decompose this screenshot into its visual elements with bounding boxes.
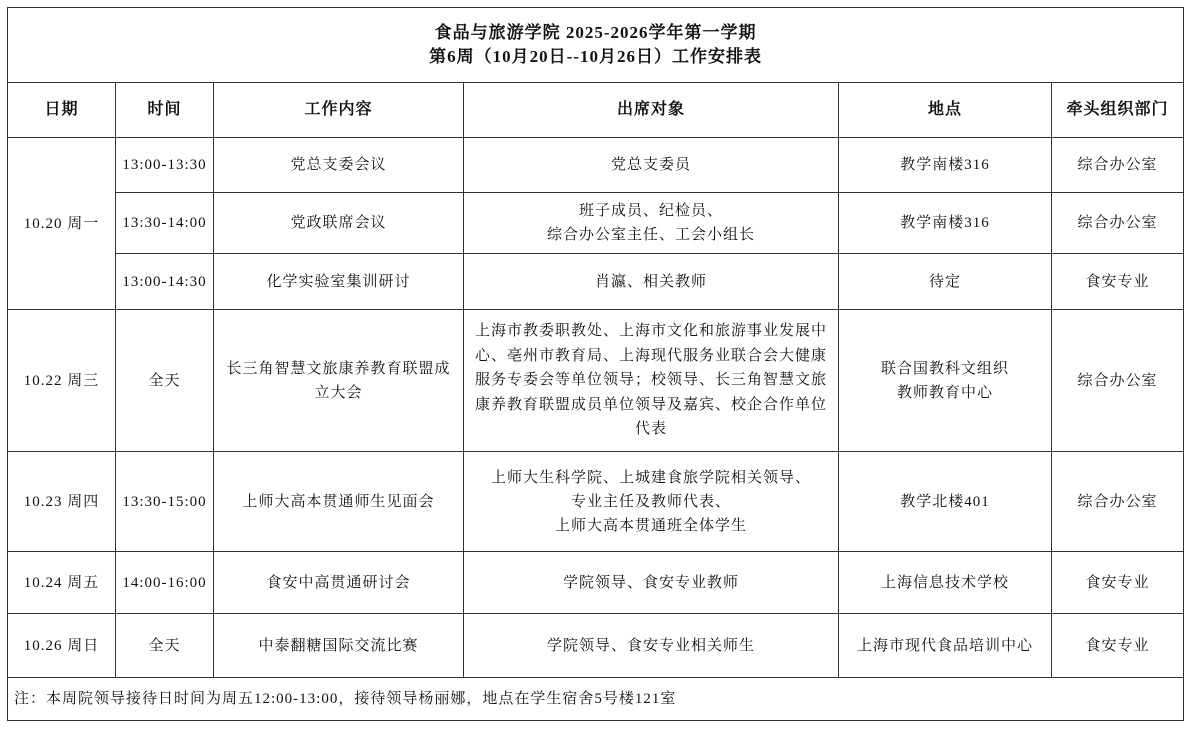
location-cell bbox=[839, 138, 1052, 193]
date-cell: 10.26 周日 bbox=[8, 614, 116, 678]
attendees-cell-line: 班子成员、纪检员、 bbox=[578, 203, 723, 219]
time-cell: 13:30-15:00 bbox=[116, 452, 214, 552]
time-cell: 13:00-14:30 bbox=[116, 254, 214, 310]
location-cell bbox=[839, 254, 1052, 310]
location-cell-line: 上海信息技术学校 bbox=[880, 574, 1009, 591]
time-cell: 全天 bbox=[116, 614, 214, 678]
attendees-cell-line: 学院领导、食安专业教师 bbox=[562, 574, 739, 591]
attendees-cell-line: 综合办公室主任、工会小组长 bbox=[546, 227, 755, 243]
location-cell bbox=[839, 552, 1052, 614]
location-cell-line: 教学北楼401 bbox=[900, 493, 990, 510]
dept-cell: 食安专业 bbox=[1052, 552, 1184, 614]
table-row bbox=[8, 254, 1184, 310]
attendees-cell-line: 专业主任及教师代表、 bbox=[570, 493, 731, 510]
attendees-cell bbox=[464, 614, 839, 678]
table-row bbox=[8, 310, 1184, 452]
table-row bbox=[8, 452, 1184, 552]
table-row bbox=[8, 138, 1184, 193]
attendees-cell bbox=[464, 452, 839, 552]
time-cell: 14:00-16:00 bbox=[116, 552, 214, 614]
attendees-cell-line: 上师大生科学院、上城建食旅学院相关领导、 bbox=[490, 469, 811, 486]
time-cell: 13:00-13:30 bbox=[116, 138, 214, 193]
location-cell bbox=[839, 452, 1052, 552]
content-cell: 上师大高本贯通师生见面会 bbox=[214, 452, 464, 552]
table-row bbox=[8, 552, 1184, 614]
location-cell-line: 上海市现代食品培训中心 bbox=[856, 637, 1033, 654]
location-cell-line: 教学南楼316 bbox=[900, 215, 990, 231]
dept-cell: 综合办公室 bbox=[1052, 138, 1184, 193]
attendees-cell bbox=[464, 193, 839, 254]
content-cell: 长三角智慧文旅康养教育联盟成立大会 bbox=[214, 310, 464, 452]
header-row bbox=[8, 83, 1184, 138]
content-cell: 食安中高贯通研讨会 bbox=[214, 552, 464, 614]
attendees-cell bbox=[464, 254, 839, 310]
content-cell: 化学实验室集训研讨 bbox=[214, 254, 464, 310]
header-dept: 牵头组织部门 bbox=[1052, 83, 1184, 138]
content-cell: 中泰翻糖国际交流比赛 bbox=[214, 614, 464, 678]
table-title bbox=[8, 8, 1184, 83]
location-cell-line: 教学南楼316 bbox=[900, 157, 990, 173]
title-line-1: 食品与旅游学院 2025-2026学年第一学期 bbox=[434, 23, 757, 42]
attendees-cell-line: 上海市教委职教处、上海市文化和旅游事业发展中心、亳州市教育局、上海现代服务业联合会大健康服务专委会等单位领导；校领导、长三角智慧文旅康养教育联盟成员单位领导及嘉宾、校企合作单位代表 bbox=[474, 323, 827, 438]
dept-cell: 综合办公室 bbox=[1052, 452, 1184, 552]
note-row bbox=[8, 678, 1184, 721]
table-row bbox=[8, 614, 1184, 678]
location-cell-line: 联合国教科文组织 bbox=[880, 360, 1009, 377]
table-row bbox=[8, 193, 1184, 254]
content-cell: 党总支委会议 bbox=[214, 138, 464, 193]
location-cell bbox=[839, 193, 1052, 254]
attendees-cell-line: 上师大高本贯通班全体学生 bbox=[554, 517, 747, 534]
location-cell-line: 教师教育中心 bbox=[896, 384, 993, 401]
title-line-2: 第6周（10月20日--10月26日）工作安排表 bbox=[429, 47, 762, 66]
location-cell bbox=[839, 614, 1052, 678]
attendees-cell bbox=[464, 552, 839, 614]
header-time: 时间 bbox=[116, 83, 214, 138]
time-cell: 13:30-14:00 bbox=[116, 193, 214, 254]
dept-cell: 综合办公室 bbox=[1052, 310, 1184, 452]
date-cell: 10.20 周一 bbox=[8, 138, 116, 310]
attendees-cell-line: 学院领导、食安专业相关师生 bbox=[546, 637, 755, 654]
dept-cell: 综合办公室 bbox=[1052, 193, 1184, 254]
date-cell: 10.22 周三 bbox=[8, 310, 116, 452]
dept-cell: 食安专业 bbox=[1052, 614, 1184, 678]
time-cell: 全天 bbox=[116, 310, 214, 452]
attendees-cell bbox=[464, 138, 839, 193]
header-location: 地点 bbox=[839, 83, 1052, 138]
date-cell: 10.24 周五 bbox=[8, 552, 116, 614]
note-text: 注：本周院领导接待日时间为周五12:00-13:00，接待领导杨丽娜，地点在学生宿舍5号楼121室 bbox=[8, 678, 1184, 721]
header-date: 日期 bbox=[8, 83, 116, 138]
attendees-cell-line: 肖瀛、相关教师 bbox=[594, 273, 707, 290]
attendees-cell bbox=[464, 310, 839, 452]
header-attendees: 出席对象 bbox=[464, 83, 839, 138]
date-cell: 10.23 周四 bbox=[8, 452, 116, 552]
attendees-cell-line: 党总支委员 bbox=[610, 157, 691, 173]
location-cell bbox=[839, 310, 1052, 452]
content-cell: 党政联席会议 bbox=[214, 193, 464, 254]
location-cell-line: 待定 bbox=[928, 273, 961, 290]
header-content: 工作内容 bbox=[214, 83, 464, 138]
dept-cell: 食安专业 bbox=[1052, 254, 1184, 310]
schedule-table bbox=[7, 7, 1184, 721]
